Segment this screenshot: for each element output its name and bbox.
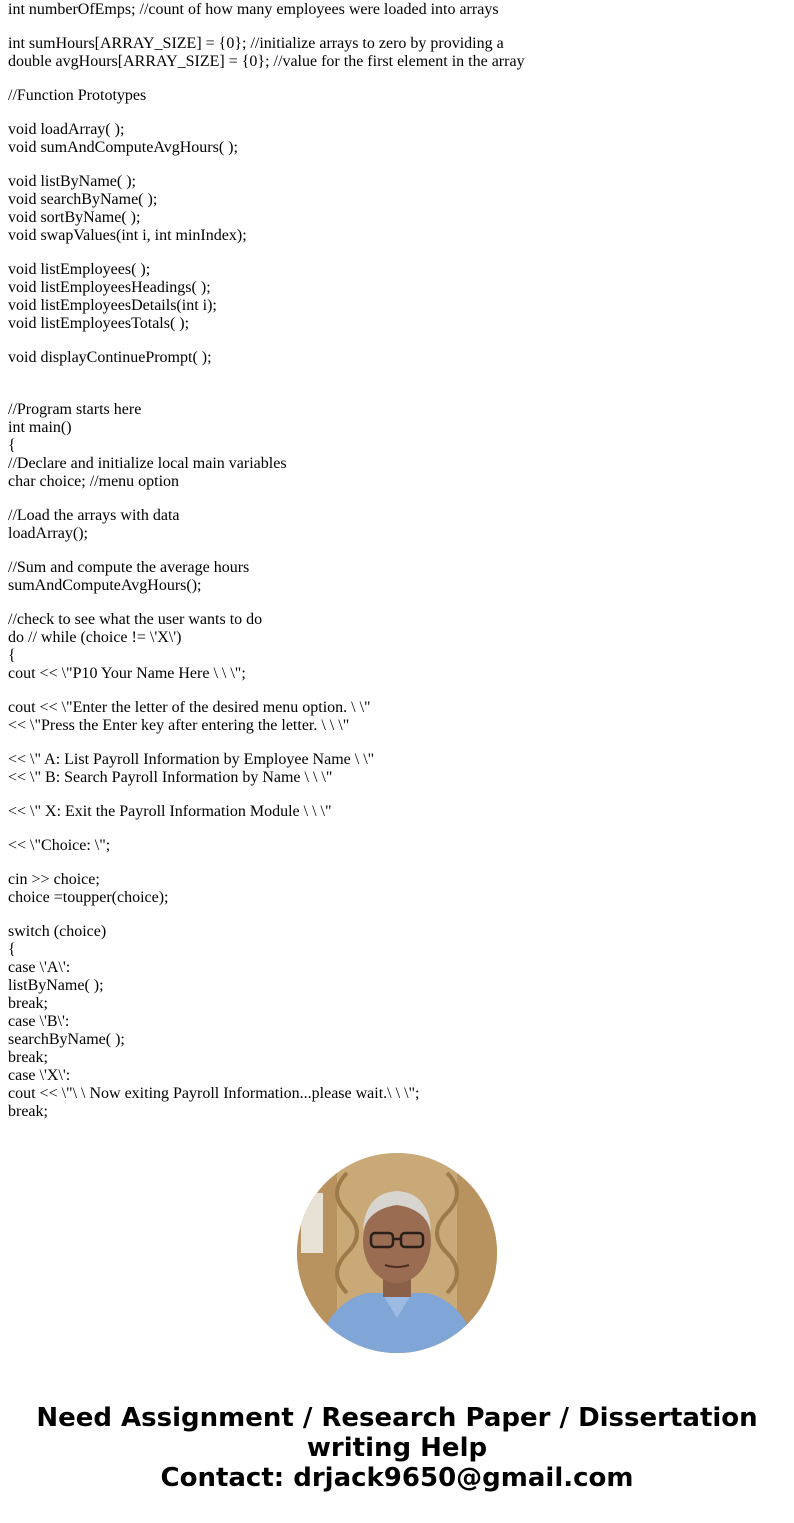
code-line: do // while (choice != \'X\') (8, 629, 182, 646)
code-block (8, 559, 788, 595)
code-line: char choice; //menu option (8, 473, 180, 490)
code-line: void searchByName( ); (8, 191, 158, 208)
code-line: //Function Prototypes (8, 87, 147, 104)
code-line: << \" A: List Payroll Information by Employee Name \ \" (8, 751, 375, 768)
code-line: int numberOfEmps; //count of how many employees were loaded into arrays (8, 1, 499, 18)
code-line: cin >> choice; (8, 871, 100, 888)
code-line: { (8, 647, 16, 664)
code-line: //Sum and compute the average hours (8, 559, 250, 576)
code-line: void listByName( ); (8, 173, 136, 190)
code-line: void listEmployeesHeadings( ); (8, 279, 211, 296)
code-line: break; (8, 1103, 48, 1120)
code-line: //check to see what the user wants to do (8, 611, 263, 628)
code-line: void listEmployeesTotals( ); (8, 315, 190, 332)
code-line: cout << \"\ \ Now exiting Payroll Information...please wait.\ \ \"; (8, 1085, 420, 1102)
code-block (8, 1, 788, 19)
code-listing (8, 1, 788, 1137)
code-block (8, 173, 788, 245)
code-line: //Declare and initialize local main variables (8, 455, 287, 472)
code-line: << \" X: Exit the Payroll Information Module \ \ \" (8, 803, 332, 820)
avatar (297, 1153, 497, 1353)
code-line: cout << \"P10 Your Name Here \ \ \"; (8, 665, 246, 682)
promo-line-2: writing Help (306, 1433, 488, 1463)
code-block (8, 871, 788, 907)
code-line: void listEmployeesDetails(int i); (8, 297, 217, 314)
code-block (8, 121, 788, 157)
code-line: //Load the arrays with data (8, 507, 180, 524)
person-photo-icon (297, 1153, 497, 1353)
code-block (8, 751, 788, 787)
code-block (8, 837, 788, 855)
code-line: case \'X\': (8, 1067, 71, 1084)
promo-line-1: Need Assignment / Research Paper / Dissertation (36, 1403, 758, 1433)
code-block (8, 507, 788, 543)
code-line: sumAndComputeAvgHours(); (8, 577, 202, 594)
code-block (8, 923, 788, 1121)
code-block (8, 35, 788, 71)
code-line: switch (choice) (8, 923, 107, 940)
code-line: cout << \"Enter the letter of the desired menu option. \ \" (8, 699, 371, 716)
code-line: { (8, 437, 16, 454)
code-block (8, 401, 788, 491)
code-line: loadArray(); (8, 525, 88, 542)
code-block (8, 349, 788, 367)
code-line: break; (8, 1049, 48, 1066)
code-block (8, 87, 788, 105)
code-line: void sortByName( ); (8, 209, 141, 226)
code-line: searchByName( ); (8, 1031, 125, 1048)
code-line: break; (8, 995, 48, 1012)
code-line: << \" B: Search Payroll Information by Name \ \ \" (8, 769, 333, 786)
code-line: int sumHours[ARRAY_SIZE] = {0}; //initialize arrays to zero by providing a (8, 35, 504, 52)
code-line: int main() (8, 419, 72, 436)
code-line: case \'A\': (8, 959, 71, 976)
code-block (8, 803, 788, 821)
code-line: { (8, 941, 16, 958)
promo-banner (0, 1403, 794, 1493)
code-line: case \'B\': (8, 1013, 70, 1030)
code-line: listByName( ); (8, 977, 104, 994)
code-block (8, 261, 788, 333)
code-block (8, 699, 788, 735)
code-line: //Program starts here (8, 401, 142, 418)
code-line: << \"Press the Enter key after entering the letter. \ \ \" (8, 717, 350, 734)
code-block (8, 611, 788, 683)
code-line: void swapValues(int i, int minIndex); (8, 227, 247, 244)
code-line: void displayContinuePrompt( ); (8, 349, 212, 366)
code-line: void loadArray( ); (8, 121, 125, 138)
code-line: << \"Choice: \"; (8, 837, 111, 854)
code-line: choice =toupper(choice); (8, 889, 169, 906)
code-line: void listEmployees( ); (8, 261, 151, 278)
code-line: void sumAndComputeAvgHours( ); (8, 139, 238, 156)
code-line: double avgHours[ARRAY_SIZE] = {0}; //value for the first element in the array (8, 53, 525, 70)
promo-contact: Contact: drjack9650@gmail.com (160, 1463, 634, 1493)
